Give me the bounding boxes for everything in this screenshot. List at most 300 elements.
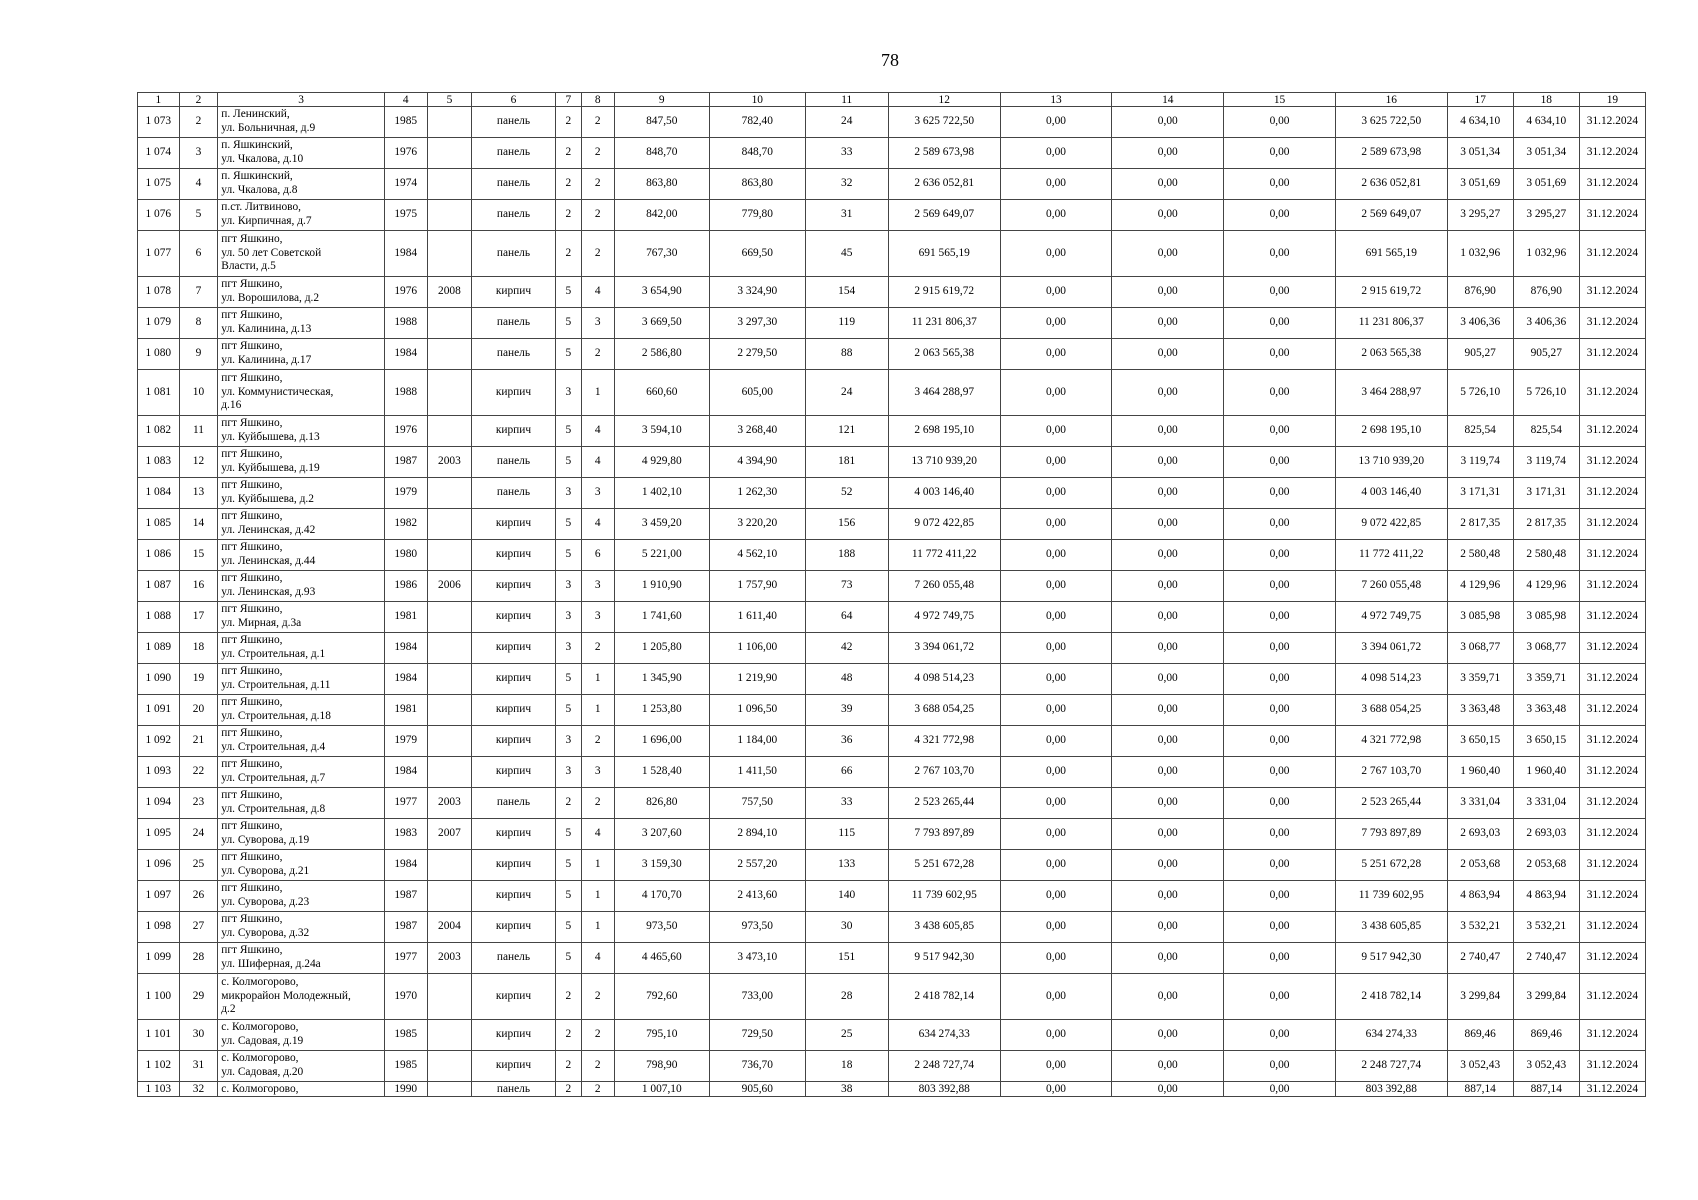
cell-col-4: 1984 bbox=[384, 633, 427, 664]
cell-col-4: 1976 bbox=[384, 138, 427, 169]
cell-col-6: панель bbox=[472, 200, 555, 231]
cell-col-11: 133 bbox=[805, 850, 888, 881]
cell-col-15: 0,00 bbox=[1224, 571, 1336, 602]
column-number: 13 bbox=[1000, 93, 1112, 107]
cell-col-1: 1 081 bbox=[138, 370, 180, 416]
address-line: пгт Яшкино, bbox=[221, 696, 283, 709]
cell-col-9: 848,70 bbox=[614, 138, 710, 169]
cell-col-1: 1 102 bbox=[138, 1051, 180, 1082]
cell-col-7: 5 bbox=[555, 540, 581, 571]
cell-col-16: 2 767 103,70 bbox=[1335, 757, 1447, 788]
cell-col-7: 3 bbox=[555, 757, 581, 788]
address-line: пгт Яшкино, bbox=[221, 665, 283, 678]
address-cell bbox=[218, 231, 385, 277]
cell-col-15: 0,00 bbox=[1224, 231, 1336, 277]
cell-col-7: 2 bbox=[555, 974, 581, 1020]
cell-col-4: 1982 bbox=[384, 509, 427, 540]
cell-col-17: 2 740,47 bbox=[1447, 943, 1513, 974]
address-cell bbox=[218, 509, 385, 540]
cell-col-8: 1 bbox=[582, 850, 615, 881]
table-row bbox=[138, 633, 1646, 664]
column-number: 1 bbox=[138, 93, 180, 107]
address-line: ул. Куйбышева, д.19 bbox=[221, 462, 320, 474]
column-number: 3 bbox=[218, 93, 385, 107]
cell-col-19: 31.12.2024 bbox=[1579, 633, 1645, 664]
cell-col-9: 5 221,00 bbox=[614, 540, 710, 571]
cell-col-16: 4 321 772,98 bbox=[1335, 726, 1447, 757]
cell-col-19: 31.12.2024 bbox=[1579, 277, 1645, 308]
cell-col-9: 4 465,60 bbox=[614, 943, 710, 974]
cell-col-14: 0,00 bbox=[1112, 664, 1224, 695]
cell-col-12: 2 698 195,10 bbox=[888, 416, 1000, 447]
cell-col-8: 6 bbox=[582, 540, 615, 571]
cell-col-16: 11 739 602,95 bbox=[1335, 881, 1447, 912]
table-row bbox=[138, 819, 1646, 850]
address-cell bbox=[218, 602, 385, 633]
cell-col-18: 2 053,68 bbox=[1513, 850, 1579, 881]
address-cell bbox=[218, 788, 385, 819]
address-line: ул. Кирпичная, д.7 bbox=[221, 215, 312, 227]
cell-col-6: кирпич bbox=[472, 416, 555, 447]
cell-col-5: 2004 bbox=[427, 912, 472, 943]
cell-col-11: 52 bbox=[805, 478, 888, 509]
cell-col-4: 1984 bbox=[384, 339, 427, 370]
cell-col-10: 782,40 bbox=[710, 107, 806, 138]
address-line: ул. Суворова, д.19 bbox=[221, 834, 310, 846]
cell-col-11: 45 bbox=[805, 231, 888, 277]
cell-col-11: 24 bbox=[805, 370, 888, 416]
cell-col-2: 31 bbox=[179, 1051, 218, 1082]
cell-col-16: 13 710 939,20 bbox=[1335, 447, 1447, 478]
cell-col-16: 4 003 146,40 bbox=[1335, 478, 1447, 509]
cell-col-2: 29 bbox=[179, 974, 218, 1020]
address-line: пгт Яшкино, bbox=[221, 944, 283, 957]
cell-col-11: 39 bbox=[805, 695, 888, 726]
cell-col-2: 27 bbox=[179, 912, 218, 943]
cell-col-19: 31.12.2024 bbox=[1579, 138, 1645, 169]
cell-col-14: 0,00 bbox=[1112, 107, 1224, 138]
cell-col-10: 1 219,90 bbox=[710, 664, 806, 695]
address-cell bbox=[218, 943, 385, 974]
cell-col-1: 1 098 bbox=[138, 912, 180, 943]
cell-col-18: 2 817,35 bbox=[1513, 509, 1579, 540]
cell-col-8: 2 bbox=[582, 138, 615, 169]
cell-col-18: 876,90 bbox=[1513, 277, 1579, 308]
address-cell bbox=[218, 107, 385, 138]
housing-registry-table bbox=[137, 92, 1646, 1097]
cell-col-4: 1979 bbox=[384, 478, 427, 509]
cell-col-6: панель bbox=[472, 788, 555, 819]
address-cell bbox=[218, 339, 385, 370]
cell-col-6: кирпич bbox=[472, 509, 555, 540]
cell-col-16: 3 625 722,50 bbox=[1335, 107, 1447, 138]
cell-col-13: 0,00 bbox=[1000, 881, 1112, 912]
cell-col-7: 5 bbox=[555, 509, 581, 540]
cell-col-7: 5 bbox=[555, 850, 581, 881]
cell-col-2: 13 bbox=[179, 478, 218, 509]
cell-col-8: 2 bbox=[582, 200, 615, 231]
table-row bbox=[138, 509, 1646, 540]
address-cell bbox=[218, 169, 385, 200]
cell-col-9: 826,80 bbox=[614, 788, 710, 819]
column-number: 9 bbox=[614, 93, 710, 107]
cell-col-8: 1 bbox=[582, 881, 615, 912]
cell-col-13: 0,00 bbox=[1000, 788, 1112, 819]
cell-col-7: 5 bbox=[555, 943, 581, 974]
cell-col-6: панель bbox=[472, 231, 555, 277]
cell-col-1: 1 083 bbox=[138, 447, 180, 478]
address-line: ул. Чкалова, д.10 bbox=[221, 153, 304, 165]
cell-col-13: 0,00 bbox=[1000, 200, 1112, 231]
address-line: пгт Яшкино, bbox=[221, 572, 283, 585]
address-line: пгт Яшкино, bbox=[221, 309, 283, 322]
cell-col-12: 2 589 673,98 bbox=[888, 138, 1000, 169]
cell-col-13: 0,00 bbox=[1000, 974, 1112, 1020]
address-cell bbox=[218, 819, 385, 850]
address-line: п. Яшкинский, bbox=[221, 170, 293, 183]
cell-col-5 bbox=[427, 138, 472, 169]
address-line: ул. Чкалова, д.8 bbox=[221, 184, 298, 196]
cell-col-5: 2006 bbox=[427, 571, 472, 602]
cell-col-17: 2 580,48 bbox=[1447, 540, 1513, 571]
cell-col-16: 3 688 054,25 bbox=[1335, 695, 1447, 726]
cell-col-16: 2 636 052,81 bbox=[1335, 169, 1447, 200]
cell-col-8: 2 bbox=[582, 339, 615, 370]
cell-col-18: 2 693,03 bbox=[1513, 819, 1579, 850]
cell-col-15: 0,00 bbox=[1224, 1051, 1336, 1082]
cell-col-14: 0,00 bbox=[1112, 850, 1224, 881]
table-row bbox=[138, 277, 1646, 308]
address-line: ул. Садовая, д.20 bbox=[221, 1066, 304, 1078]
cell-col-19: 31.12.2024 bbox=[1579, 726, 1645, 757]
address-line: ул. Шиферная, д.24а bbox=[221, 958, 321, 970]
cell-col-13: 0,00 bbox=[1000, 478, 1112, 509]
cell-col-10: 1 096,50 bbox=[710, 695, 806, 726]
cell-col-9: 842,00 bbox=[614, 200, 710, 231]
cell-col-13: 0,00 bbox=[1000, 509, 1112, 540]
address-line: пгт Яшкино, bbox=[221, 232, 283, 245]
cell-col-5 bbox=[427, 1051, 472, 1082]
cell-col-9: 1 528,40 bbox=[614, 757, 710, 788]
table-row bbox=[138, 231, 1646, 277]
cell-col-8: 3 bbox=[582, 308, 615, 339]
cell-col-19: 31.12.2024 bbox=[1579, 416, 1645, 447]
cell-col-17: 4 634,10 bbox=[1447, 107, 1513, 138]
cell-col-9: 863,80 bbox=[614, 169, 710, 200]
cell-col-7: 5 bbox=[555, 695, 581, 726]
cell-col-14: 0,00 bbox=[1112, 726, 1224, 757]
cell-col-5 bbox=[427, 1020, 472, 1051]
cell-col-15: 0,00 bbox=[1224, 819, 1336, 850]
address-line: ул. Строительная, д.8 bbox=[221, 803, 326, 815]
address-line: ул. Строительная, д.1 bbox=[221, 648, 326, 660]
cell-col-17: 2 053,68 bbox=[1447, 850, 1513, 881]
cell-col-17: 3 363,48 bbox=[1447, 695, 1513, 726]
cell-col-14: 0,00 bbox=[1112, 819, 1224, 850]
cell-col-17: 1 032,96 bbox=[1447, 231, 1513, 277]
cell-col-13: 0,00 bbox=[1000, 277, 1112, 308]
cell-col-10: 2 279,50 bbox=[710, 339, 806, 370]
address-line: д.16 bbox=[221, 399, 242, 412]
cell-col-6: кирпич bbox=[472, 370, 555, 416]
cell-col-1: 1 088 bbox=[138, 602, 180, 633]
cell-col-6: кирпич bbox=[472, 757, 555, 788]
cell-col-16: 2 698 195,10 bbox=[1335, 416, 1447, 447]
cell-col-2: 18 bbox=[179, 633, 218, 664]
address-line: ул. Ленинская, д.93 bbox=[221, 586, 316, 598]
cell-col-19: 31.12.2024 bbox=[1579, 509, 1645, 540]
address-line: ул. Калинина, д.13 bbox=[221, 323, 312, 335]
cell-col-8: 2 bbox=[582, 107, 615, 138]
cell-col-10: 973,50 bbox=[710, 912, 806, 943]
cell-col-8: 1 bbox=[582, 370, 615, 416]
cell-col-14: 0,00 bbox=[1112, 1020, 1224, 1051]
address-line: ул. Суворова, д.21 bbox=[221, 865, 310, 877]
address-cell bbox=[218, 850, 385, 881]
cell-col-17: 5 726,10 bbox=[1447, 370, 1513, 416]
cell-col-11: 42 bbox=[805, 633, 888, 664]
cell-col-7: 2 bbox=[555, 169, 581, 200]
cell-col-6: панель bbox=[472, 1082, 555, 1097]
address-cell bbox=[218, 571, 385, 602]
cell-col-5 bbox=[427, 757, 472, 788]
cell-col-2: 9 bbox=[179, 339, 218, 370]
address-line: ул. Мирная, д.3а bbox=[221, 617, 302, 629]
address-line: пгт Яшкино, bbox=[221, 510, 283, 523]
cell-col-1: 1 085 bbox=[138, 509, 180, 540]
address-line: ул. Строительная, д.18 bbox=[221, 710, 331, 722]
cell-col-10: 733,00 bbox=[710, 974, 806, 1020]
cell-col-9: 2 586,80 bbox=[614, 339, 710, 370]
cell-col-10: 1 106,00 bbox=[710, 633, 806, 664]
cell-col-8: 4 bbox=[582, 943, 615, 974]
address-line: пгт Яшкино, bbox=[221, 789, 283, 802]
cell-col-6: панель bbox=[472, 138, 555, 169]
column-number: 18 bbox=[1513, 93, 1579, 107]
table-row bbox=[138, 138, 1646, 169]
cell-col-16: 2 248 727,74 bbox=[1335, 1051, 1447, 1082]
cell-col-14: 0,00 bbox=[1112, 571, 1224, 602]
cell-col-17: 905,27 bbox=[1447, 339, 1513, 370]
cell-col-9: 1 402,10 bbox=[614, 478, 710, 509]
cell-col-12: 2 063 565,38 bbox=[888, 339, 1000, 370]
cell-col-7: 2 bbox=[555, 1020, 581, 1051]
cell-col-11: 188 bbox=[805, 540, 888, 571]
cell-col-9: 1 205,80 bbox=[614, 633, 710, 664]
address-line: с. Колмогорово, bbox=[221, 1021, 299, 1034]
table-row bbox=[138, 308, 1646, 339]
table-row bbox=[138, 540, 1646, 571]
cell-col-13: 0,00 bbox=[1000, 370, 1112, 416]
cell-col-5 bbox=[427, 633, 472, 664]
column-number: 2 bbox=[179, 93, 218, 107]
cell-col-11: 48 bbox=[805, 664, 888, 695]
cell-col-11: 18 bbox=[805, 1051, 888, 1082]
address-line: пгт Яшкино, bbox=[221, 727, 283, 740]
address-cell bbox=[218, 1082, 385, 1097]
cell-col-8: 1 bbox=[582, 912, 615, 943]
cell-col-10: 1 184,00 bbox=[710, 726, 806, 757]
cell-col-10: 736,70 bbox=[710, 1051, 806, 1082]
cell-col-11: 28 bbox=[805, 974, 888, 1020]
column-number: 4 bbox=[384, 93, 427, 107]
cell-col-13: 0,00 bbox=[1000, 231, 1112, 277]
cell-col-12: 803 392,88 bbox=[888, 1082, 1000, 1097]
cell-col-12: 2 523 265,44 bbox=[888, 788, 1000, 819]
cell-col-9: 795,10 bbox=[614, 1020, 710, 1051]
cell-col-9: 1 345,90 bbox=[614, 664, 710, 695]
cell-col-5 bbox=[427, 664, 472, 695]
cell-col-12: 5 251 672,28 bbox=[888, 850, 1000, 881]
page-number: 78 bbox=[881, 50, 899, 70]
cell-col-10: 905,60 bbox=[710, 1082, 806, 1097]
column-number: 5 bbox=[427, 93, 472, 107]
column-number: 7 bbox=[555, 93, 581, 107]
cell-col-11: 156 bbox=[805, 509, 888, 540]
cell-col-4: 1987 bbox=[384, 447, 427, 478]
cell-col-4: 1977 bbox=[384, 788, 427, 819]
table-row bbox=[138, 943, 1646, 974]
address-line: с. Колмогорово, bbox=[221, 1082, 299, 1095]
table-row bbox=[138, 447, 1646, 478]
cell-col-9: 3 207,60 bbox=[614, 819, 710, 850]
cell-col-14: 0,00 bbox=[1112, 370, 1224, 416]
table-row bbox=[138, 602, 1646, 633]
cell-col-17: 869,46 bbox=[1447, 1020, 1513, 1051]
address-cell bbox=[218, 695, 385, 726]
cell-col-11: 64 bbox=[805, 602, 888, 633]
cell-col-16: 691 565,19 bbox=[1335, 231, 1447, 277]
cell-col-13: 0,00 bbox=[1000, 943, 1112, 974]
cell-col-1: 1 092 bbox=[138, 726, 180, 757]
address-line: микрорайон Молодежный, bbox=[221, 989, 351, 1002]
cell-col-14: 0,00 bbox=[1112, 974, 1224, 1020]
cell-col-7: 3 bbox=[555, 633, 581, 664]
cell-col-5 bbox=[427, 974, 472, 1020]
cell-col-13: 0,00 bbox=[1000, 169, 1112, 200]
cell-col-19: 31.12.2024 bbox=[1579, 850, 1645, 881]
cell-col-13: 0,00 bbox=[1000, 1020, 1112, 1051]
address-line: ул. Куйбышева, д.13 bbox=[221, 431, 320, 443]
cell-col-5 bbox=[427, 881, 472, 912]
cell-col-19: 31.12.2024 bbox=[1579, 602, 1645, 633]
cell-col-18: 3 359,71 bbox=[1513, 664, 1579, 695]
cell-col-5: 2003 bbox=[427, 447, 472, 478]
cell-col-1: 1 080 bbox=[138, 339, 180, 370]
address-line: ул. Калинина, д.17 bbox=[221, 354, 312, 366]
cell-col-16: 9 072 422,85 bbox=[1335, 509, 1447, 540]
cell-col-19: 31.12.2024 bbox=[1579, 370, 1645, 416]
cell-col-5 bbox=[427, 509, 472, 540]
cell-col-5 bbox=[427, 231, 472, 277]
cell-col-12: 2 767 103,70 bbox=[888, 757, 1000, 788]
cell-col-7: 5 bbox=[555, 664, 581, 695]
cell-col-6: панель bbox=[472, 478, 555, 509]
cell-col-15: 0,00 bbox=[1224, 974, 1336, 1020]
cell-col-5: 2003 bbox=[427, 788, 472, 819]
cell-col-6: кирпич bbox=[472, 633, 555, 664]
cell-col-4: 1985 bbox=[384, 107, 427, 138]
cell-col-6: кирпич bbox=[472, 602, 555, 633]
cell-col-15: 0,00 bbox=[1224, 138, 1336, 169]
cell-col-7: 2 bbox=[555, 138, 581, 169]
cell-col-16: 2 063 565,38 bbox=[1335, 339, 1447, 370]
address-line: д.2 bbox=[221, 1003, 236, 1016]
cell-col-7: 2 bbox=[555, 1082, 581, 1097]
address-cell bbox=[218, 912, 385, 943]
cell-col-2: 11 bbox=[179, 416, 218, 447]
cell-col-2: 8 bbox=[179, 308, 218, 339]
cell-col-12: 4 972 749,75 bbox=[888, 602, 1000, 633]
address-cell bbox=[218, 1051, 385, 1082]
table-row bbox=[138, 1020, 1646, 1051]
address-line: с. Колмогорово, bbox=[221, 975, 299, 988]
cell-col-15: 0,00 bbox=[1224, 757, 1336, 788]
cell-col-18: 1 960,40 bbox=[1513, 757, 1579, 788]
cell-col-1: 1 082 bbox=[138, 416, 180, 447]
cell-col-17: 3 532,21 bbox=[1447, 912, 1513, 943]
cell-col-2: 17 bbox=[179, 602, 218, 633]
cell-col-1: 1 103 bbox=[138, 1082, 180, 1097]
cell-col-2: 23 bbox=[179, 788, 218, 819]
cell-col-10: 3 324,90 bbox=[710, 277, 806, 308]
cell-col-18: 4 863,94 bbox=[1513, 881, 1579, 912]
cell-col-8: 3 bbox=[582, 478, 615, 509]
cell-col-6: кирпич bbox=[472, 1020, 555, 1051]
cell-col-1: 1 079 bbox=[138, 308, 180, 339]
cell-col-14: 0,00 bbox=[1112, 943, 1224, 974]
cell-col-18: 3 068,77 bbox=[1513, 633, 1579, 664]
cell-col-4: 1984 bbox=[384, 231, 427, 277]
cell-col-14: 0,00 bbox=[1112, 757, 1224, 788]
cell-col-12: 13 710 939,20 bbox=[888, 447, 1000, 478]
cell-col-7: 5 bbox=[555, 447, 581, 478]
address-line: п.ст. Литвиново, bbox=[221, 201, 301, 214]
cell-col-18: 2 580,48 bbox=[1513, 540, 1579, 571]
cell-col-11: 88 bbox=[805, 339, 888, 370]
address-cell bbox=[218, 416, 385, 447]
cell-col-1: 1 100 bbox=[138, 974, 180, 1020]
cell-col-5: 2003 bbox=[427, 943, 472, 974]
cell-col-15: 0,00 bbox=[1224, 850, 1336, 881]
cell-col-19: 31.12.2024 bbox=[1579, 339, 1645, 370]
cell-col-6: панель bbox=[472, 943, 555, 974]
cell-col-10: 4 394,90 bbox=[710, 447, 806, 478]
cell-col-19: 31.12.2024 bbox=[1579, 695, 1645, 726]
cell-col-5 bbox=[427, 416, 472, 447]
table-row bbox=[138, 695, 1646, 726]
address-cell bbox=[218, 540, 385, 571]
table-row bbox=[138, 370, 1646, 416]
address-line: пгт Яшкино, bbox=[221, 479, 283, 492]
cell-col-16: 634 274,33 bbox=[1335, 1020, 1447, 1051]
cell-col-16: 4 098 514,23 bbox=[1335, 664, 1447, 695]
address-line: ул. Строительная, д.7 bbox=[221, 772, 326, 784]
cell-col-17: 4 129,96 bbox=[1447, 571, 1513, 602]
cell-col-18: 3 299,84 bbox=[1513, 974, 1579, 1020]
address-line: пгт Яшкино, bbox=[221, 758, 283, 771]
cell-col-18: 5 726,10 bbox=[1513, 370, 1579, 416]
table-row bbox=[138, 788, 1646, 819]
cell-col-9: 792,60 bbox=[614, 974, 710, 1020]
cell-col-16: 9 517 942,30 bbox=[1335, 943, 1447, 974]
cell-col-4: 1970 bbox=[384, 974, 427, 1020]
cell-col-11: 24 bbox=[805, 107, 888, 138]
column-number: 10 bbox=[710, 93, 806, 107]
cell-col-18: 3 171,31 bbox=[1513, 478, 1579, 509]
cell-col-9: 3 594,10 bbox=[614, 416, 710, 447]
cell-col-2: 16 bbox=[179, 571, 218, 602]
